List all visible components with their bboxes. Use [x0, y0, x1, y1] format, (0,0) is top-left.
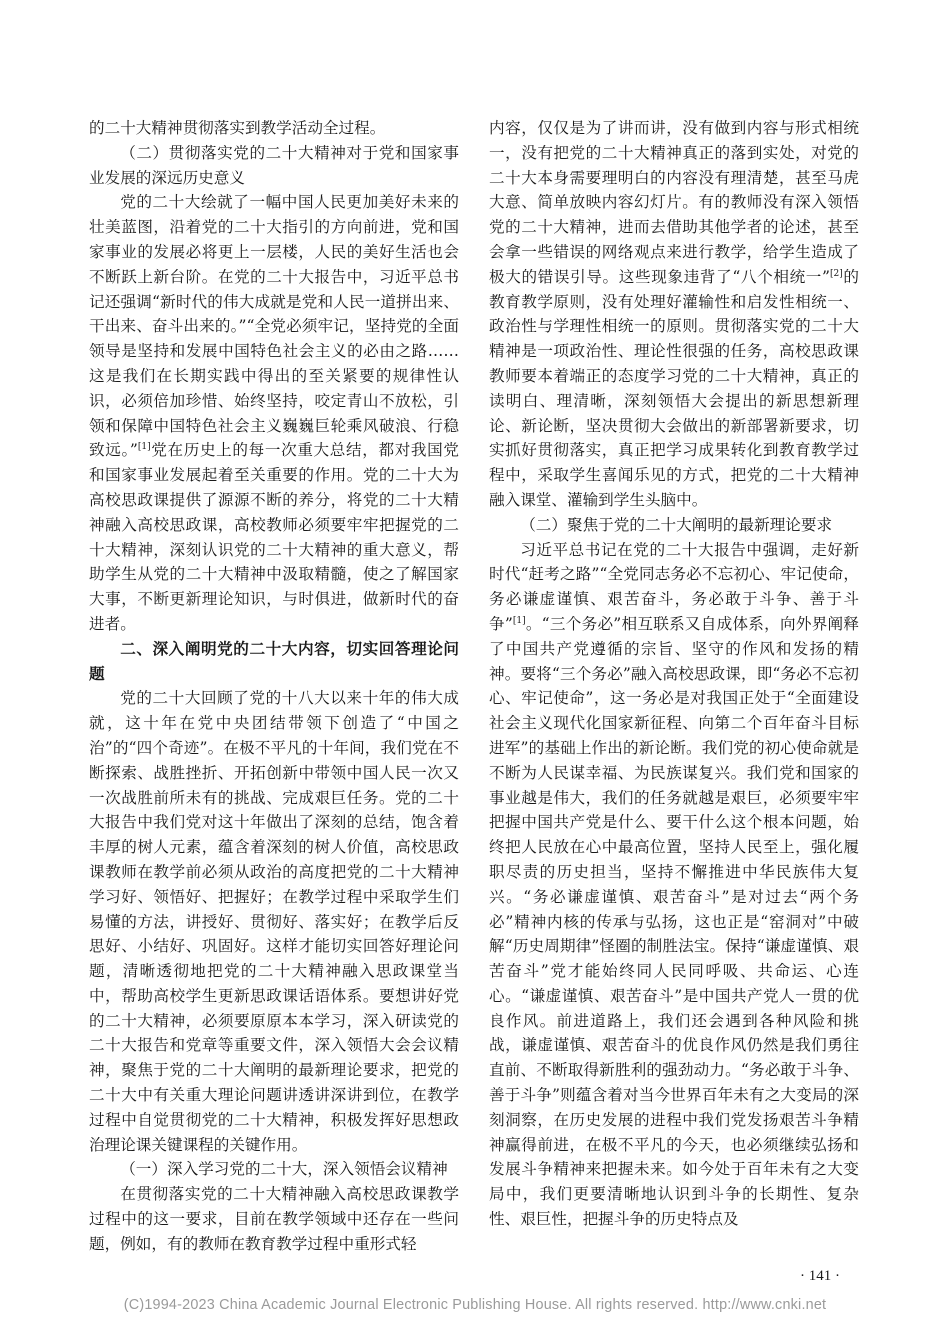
paragraph-text: 党的二十大绘就了一幅中国人民更加美好未来的壮美蓝图，沿着党的二十大指引的方向前进，党和国家事业的发展必将更上一层楼，人民的美好生活也会不断跃上新台阶。在党的二十大报告中，习近平总书记还强调“新时代的伟大成就是党和人民一道拼出来、干出来、奋斗出来的。”“全党必须牢记，坚持党的全面领导是坚持和发展中国特色社会主义的必由之路……这是我们在长期实践中得出的至关紧要的规律性认识，必须倍加珍惜、始终坚持，咬定青山不放松，引领和保障中国特色社会主义巍巍巨轮乘风破浪、行稳致远。” [89, 193, 459, 460]
paragraph [89, 190, 459, 636]
paragraph-text: 内容，仅仅是为了讲而讲，没有做到内容与形式相统一，没有把党的二十大精神真正的落到实处，对党的二十大本身需要理明白的内容没有理清楚，甚至马虎大意、简单放映内容幻灯片。有的教师没有深入领悟党的二十大精神，进而去借助其他学者的论述，甚至会拿一些错误的网络观点来进行教学，给学生造成了极大的错误引导。这些现象违背了“八个相统一” [489, 119, 859, 286]
page-number: · 141 · [800, 1268, 840, 1284]
paragraph [489, 538, 859, 1232]
section-heading: （一）深入学习党的二十大，深入领悟会议精神 [120, 1160, 448, 1179]
right-column [489, 116, 859, 1232]
left-column [89, 116, 459, 1257]
citation-ref: [1] [512, 615, 526, 626]
section-heading: （二）聚焦于党的二十大阐明的最新理论要求 [520, 515, 833, 534]
citation-ref: [2] [830, 268, 843, 279]
paragraph: 的二十大精神贯彻落实到教学活动全过程。 [89, 119, 386, 137]
section-heading: 二、深入阐明党的二十大内容，切实回答理论问题 [89, 639, 459, 683]
paragraph: 党的二十大回顾了党的十八大以来十年的伟大成就，这十年在党中央团结带领下创造了“中国之治”的“四个奇迹”。在极不平凡的十年间，我们党在不断探索、战胜挫折、开拓创新中带领中国人民一次又一次战胜前所未有的挑战、完成艰巨任务。党的二十大报告中我们党对这十年做出了深刻的总结，饱含着丰厚的树人元素，蕴含着深刻的树人价值，高校思政课教师在教学前必须从政治的高度把党的二十大精神学习好、领悟好、把握好；在教学过程中采取学生们易懂的方法，讲授好、贯彻好、落实好；在教学后反思好、小结好、巩固好。这样才能切实回答好理论问题，清晰透彻地把党的二十大精神融入思政课堂当中，帮助高校学生更新思政课话语体系。要想讲好党的二十大精神，必须要原原本本学习，深入研读党的二十大报告和党章等重要文件，深入领悟大会会议精神，聚焦于党的二十大阐明的最新理论要求，把党的二十大中有关重大理论问题讲透讲深讲到位，在教学过程中自觉贯彻党的二十大精神，积极发挥好思想政治理论课关键课程的关键作用。 [89, 689, 459, 1154]
paragraph-text: 习近平总书记在党的二十大报告中强调，走好新时代“赶考之路”“全党同志务必不忘初心、牢记使命，务必谦虚谨慎、艰苦奋斗，务必敢于斗争、善于斗争” [489, 540, 859, 633]
citation-ref: [1] [137, 442, 151, 453]
section-heading: （二）贯彻落实党的二十大精神对于党和国家事业发展的深远历史意义 [89, 143, 459, 187]
paragraph [489, 116, 859, 513]
paragraph-text: 党在历史上的每一次重大总结，都对我国党和国家事业发展起着至关重要的作用。党的二十大为高校思政课提供了源源不断的养分，将党的二十大精神融入高校思政课，高校教师必须要牢牢把握党的二十大精神，深刻认识党的二十大精神的重大意义，帮助学生从党的二十大精神中汲取精髓，使之了解国家大事，不断更新理论知识，与时俱进，做新时代的奋进者。 [89, 441, 459, 633]
paragraph: 在贯彻落实党的二十大精神融入高校思政课教学过程中的这一要求，目前在教学领域中还存在一些问题，例如，有的教师在教育教学过程中重形式轻 [89, 1185, 459, 1253]
paragraph-text: 的教育教学原则，没有处理好灌输性和启发性相统一、政治性与学理性相统一的原则。贯彻落实党的二十大精神是一项政治性、理论性很强的任务，高校思政课教师要本着端正的态度学习党的二十大精神，真正的读明白、理清晰，深刻领悟大会提出的新思想新理论、新论断，坚决贯彻大会做出的新部署新要求，切实抓好贯彻落实，真正把学习成果转化到教育教学过程中，采取学生喜闻乐见的方式，把党的二十大精神融入课堂、灌输到学生头脑中。 [489, 267, 859, 509]
paragraph-text: 。“三个务必”相互联系又自成体系，向外界阐释了中国共产党遵循的宗旨、坚守的作风和发扬的精神。要将“三个务必”融入高校思政课，即“务必不忘初心、牢记使命”，这一务必是对我国正处于“全面建设社会主义现代化国家新征程、向第二个百年奋斗目标进军”的基础上作出的新论断。我们党的初心使命就是不断为人民谋幸福、为民族谋复兴。我们党和国家的事业越是伟大，我们的任务就越是艰巨，必须要牢牢把握中国共产党是什么、要干什么这个根本问题，始终把人民放在心中最高位置，坚持人民至上，强化履职尽责的历史担当，坚持不懈推进中华民族伟大复兴。“务必谦虚谨慎、艰苦奋斗”是对过去“两个务必”精神内核的传承与弘扬，这也正是“窑洞对”中破解“历史周期律”怪圈的制胜法宝。保持“谦虚谨慎、艰苦奋斗”党才能始终同人民同呼吸、共命运、心连心。“谦虚谨慎、艰苦奋斗”是中国共产党人一贯的优良作风。前进道路上，我们还会遇到各种风险和挑战，谦虚谨慎、艰苦奋斗的优良作风仍然是我们勇往直前、不断取得新胜利的强劲动力。“务必敢于斗争、善于斗争”则蕴含着对当今世界百年未有之大变局的深刻洞察，在历史发展的进程中我们党发扬艰苦斗争精神赢得前进，在极不平凡的今天，也必须继续弘扬和发展斗争精神来把握未来。如今处于百年未有之大变局中，我们更要清晰地认识到斗争的长期性、复杂性、艰巨性，把握斗争的历史特点及 [489, 614, 859, 1229]
copyright-footer: (C)1994-2023 China Academic Journal Electronic Publishing House. All rights reserved. http://www.cnki.net [123, 1297, 827, 1313]
